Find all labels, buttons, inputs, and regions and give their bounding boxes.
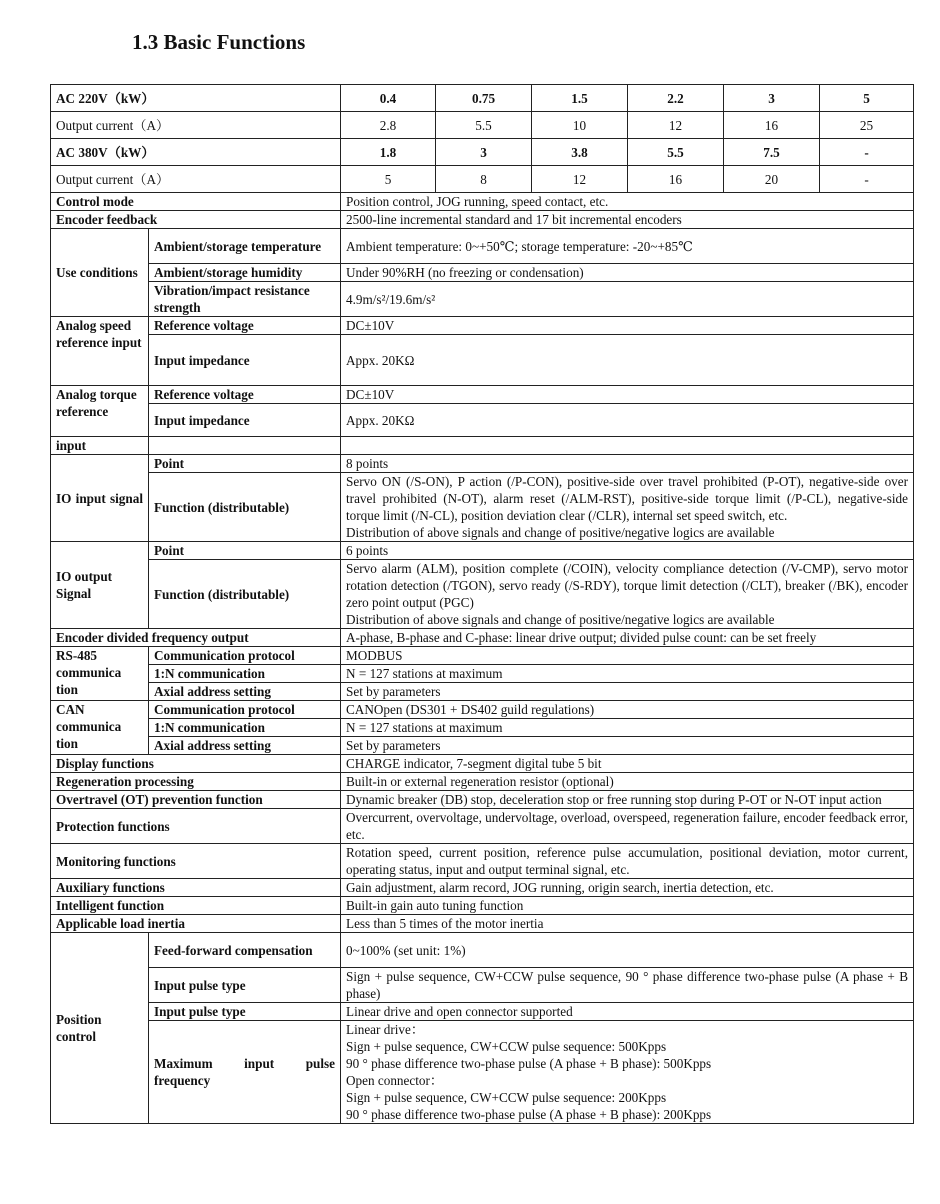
spec-value [341,473,914,542]
freq-line: Open connector： [346,1073,444,1088]
spec-row-io-input-point [51,455,914,473]
function-note: Distribution of above signals and change of positive/negative logics are available [346,612,775,627]
spec-row-torque-ref-voltage [51,386,914,404]
spec-value: Appx. 20KΩ [341,404,914,437]
spec-row-can-address [51,737,914,755]
spec-value: Rotation speed, current position, reference pulse accumulation, positional deviation, motor current, operating status, input and output terminal signal, etc. [341,844,914,879]
rating-value: - [820,166,914,193]
spec-row-encoder-feedback [51,211,914,229]
spec-sublabel: 1:N communication [149,665,341,683]
empty-cell [149,437,341,455]
rating-value: 3 [724,85,820,112]
spec-value: Set by parameters [341,683,914,701]
rating-value: 5.5 [628,139,724,166]
spec-row-load-inertia [51,915,914,933]
rating-value: 3 [436,139,532,166]
spec-label: Encoder divided frequency output [51,629,341,647]
rating-value: 3.8 [532,139,628,166]
spec-sublabel: Communication protocol [149,647,341,665]
spec-row-use-humidity [51,264,914,282]
spec-value: MODBUS [341,647,914,665]
spec-row-speed-ref-voltage [51,317,914,335]
spec-row-intelligent [51,897,914,915]
spec-row-can-protocol [51,701,914,719]
rating-value: 2.8 [341,112,436,139]
spec-row-io-output-point [51,542,914,560]
rating-value: 16 [628,166,724,193]
spec-value: Overcurrent, overvoltage, undervoltage, overload, overspeed, regeneration failure, encoder feedback error, etc. [341,809,914,844]
spec-row-speed-impedance [51,335,914,386]
spec-value [341,560,914,629]
spec-row-encoder-divided [51,629,914,647]
freq-line: 90 ° phase difference two-phase pulse (A phase + B phase): 200Kpps [346,1107,712,1122]
spec-row-rs485-protocol [51,647,914,665]
rating-value: 20 [724,166,820,193]
spec-row-feedforward [51,933,914,968]
spec-row-input-pulse-type-2 [51,1003,914,1021]
spec-value: Gain adjustment, alarm record, JOG running, origin search, inertia detection, etc. [341,879,914,897]
spec-row-display [51,755,914,773]
spec-value: CANOpen (DS301 + DS402 guild regulations) [341,701,914,719]
spec-sublabel: Function (distributable) [149,560,341,629]
spec-sublabel: Communication protocol [149,701,341,719]
spec-value: CHARGE indicator, 7-segment digital tube 5 bit [341,755,914,773]
spec-value: 8 points [341,455,914,473]
group-label: CAN communica tion [51,701,149,755]
rating-value: 0.75 [436,85,532,112]
spec-row-can-1n [51,719,914,737]
spec-row-max-pulse-freq [51,1021,914,1124]
function-description: Servo ON (/S-ON), P action (/P-CON), positive-side over travel prohibited (P-OT), negative-side over travel prohibited (N-OT), alarm reset (/ALM-RST), positive-side torque limit (/P-CL), negative-side torque limit (/N-CL), position deviation clear (/CLR), internal set speed switch, etc. [346,474,909,523]
rating-value: 0.4 [341,85,436,112]
spec-label: Encoder feedback [51,211,341,229]
spec-label: Applicable load inertia [51,915,341,933]
rating-value: 12 [532,166,628,193]
spec-value: A-phase, B-phase and C-phase: linear drive output; divided pulse count: can be set freely [341,629,914,647]
spec-row-torque-impedance [51,404,914,437]
freq-line: Sign + pulse sequence, CW+CCW pulse sequence: 200Kpps [346,1090,667,1105]
freq-line: Linear drive： [346,1022,425,1037]
rating-value: 25 [820,112,914,139]
basic-functions-table [50,84,914,1124]
spec-value: Built-in gain auto tuning function [341,897,914,915]
spec-sublabel: Input impedance [149,404,341,437]
spec-label: Control mode [51,193,341,211]
rating-value: 10 [532,112,628,139]
spec-value: DC±10V [341,317,914,335]
group-label: RS-485 communica tion [51,647,149,701]
spec-value: Dynamic breaker (DB) stop, deceleration stop or free running stop during P-OT or N-OT input action [341,791,914,809]
spec-value: 2500-line incremental standard and 17 bit incremental encoders [341,211,914,229]
spec-value: Under 90%RH (no freezing or condensation) [341,264,914,282]
rating-label: AC 380V（kW） [51,139,341,166]
rating-row-current-380 [51,166,914,193]
spec-row-torque-tail [51,437,914,455]
spec-sublabel: Input pulse type [149,1003,341,1021]
spec-row-auxiliary [51,879,914,897]
rating-row-ac220 [51,85,914,112]
spec-value: 0~100% (set unit: 1%) [341,933,914,968]
spec-sublabel: Axial address setting [149,683,341,701]
spec-sublabel: Ambient/storage humidity [149,264,341,282]
rating-row-current-220 [51,112,914,139]
spec-sublabel: Point [149,542,341,560]
spec-value: Less than 5 times of the motor inertia [341,915,914,933]
rating-value: 5 [820,85,914,112]
spec-value: Linear drive and open connector supported [341,1003,914,1021]
spec-sublabel: Reference voltage [149,317,341,335]
spec-value [341,1021,914,1124]
function-note: Distribution of above signals and change of positive/negative logics are available [346,525,775,540]
rating-label: Output current（A） [51,166,341,193]
rating-value: 1.8 [341,139,436,166]
spec-label: Display functions [51,755,341,773]
rating-value: 1.5 [532,85,628,112]
group-label-tail: input [51,437,149,455]
group-label: Use conditions [51,229,149,317]
rating-value: 16 [724,112,820,139]
spec-sublabel: Point [149,455,341,473]
spec-label: Auxiliary functions [51,879,341,897]
spec-value: N = 127 stations at maximum [341,719,914,737]
spec-sublabel: Vibration/impact resistance strength [149,282,341,317]
spec-label: Overtravel (OT) prevention function [51,791,341,809]
spec-sublabel: Feed-forward compensation [149,933,341,968]
function-description: Servo alarm (ALM), position complete (/COIN), velocity compliance detection (/V-CMP), servo motor rotation detection (/TGON), servo ready (/S-RDY), torque limit detection (/CLT), breaker (/BK), encoder zero point output (PGC) [346,561,909,610]
spec-value: N = 127 stations at maximum [341,665,914,683]
empty-cell [341,437,914,455]
spec-value: Ambient temperature: 0~+50℃; storage temperature: -20~+85℃ [341,229,914,264]
freq-line: 90 ° phase difference two-phase pulse (A phase + B phase): 500Kpps [346,1056,712,1071]
spec-sublabel: Maximum input pulse frequency [149,1021,341,1124]
spec-value: 6 points [341,542,914,560]
spec-row-use-vibration [51,282,914,317]
spec-value: DC±10V [341,386,914,404]
group-label: Analog speed reference input [51,317,149,386]
rating-value: - [820,139,914,166]
group-label: IO output Signal [51,542,149,629]
spec-sublabel: Reference voltage [149,386,341,404]
spec-label: Regeneration processing [51,773,341,791]
spec-sublabel: Input impedance [149,335,341,386]
spec-sublabel: 1:N communication [149,719,341,737]
freq-line: Sign + pulse sequence, CW+CCW pulse sequence: 500Kpps [346,1039,667,1054]
spec-value: 4.9m/s²/19.6m/s² [341,282,914,317]
spec-row-input-pulse-type [51,968,914,1003]
spec-row-io-input-function [51,473,914,542]
spec-label: Monitoring functions [51,844,341,879]
spec-label: Protection functions [51,809,341,844]
group-label: Analog torque reference [51,386,149,437]
rating-value: 8 [436,166,532,193]
spec-sublabel: Input pulse type [149,968,341,1003]
spec-value: Sign + pulse sequence, CW+CCW pulse sequence, 90 ° phase difference two-phase pulse (A phase + B phase) [341,968,914,1003]
spec-row-rs485-address [51,683,914,701]
rating-value: 12 [628,112,724,139]
spec-sublabel: Function (distributable) [149,473,341,542]
spec-sublabel: Axial address setting [149,737,341,755]
spec-row-rs485-1n [51,665,914,683]
spec-row-regeneration [51,773,914,791]
spec-value: Set by parameters [341,737,914,755]
spec-row-control-mode [51,193,914,211]
spec-sublabel: Ambient/storage temperature [149,229,341,264]
spec-row-use-temperature [51,229,914,264]
rating-row-ac380 [51,139,914,166]
rating-value: 7.5 [724,139,820,166]
spec-label: Intelligent function [51,897,341,915]
group-label: Position control [51,933,149,1124]
spec-value: Appx. 20KΩ [341,335,914,386]
rating-value: 5 [341,166,436,193]
group-label: IO input signal [51,455,149,542]
spec-value: Built-in or external regeneration resistor (optional) [341,773,914,791]
rating-value: 2.2 [628,85,724,112]
spec-value: Position control, JOG running, speed contact, etc. [341,193,914,211]
spec-row-overtravel [51,791,914,809]
rating-value: 5.5 [436,112,532,139]
spec-row-monitoring [51,844,914,879]
spec-row-io-output-function [51,560,914,629]
rating-label: AC 220V（kW） [51,85,341,112]
rating-label: Output current（A） [51,112,341,139]
page-title: 1.3 Basic Functions [132,30,306,54]
spec-row-protection [51,809,914,844]
